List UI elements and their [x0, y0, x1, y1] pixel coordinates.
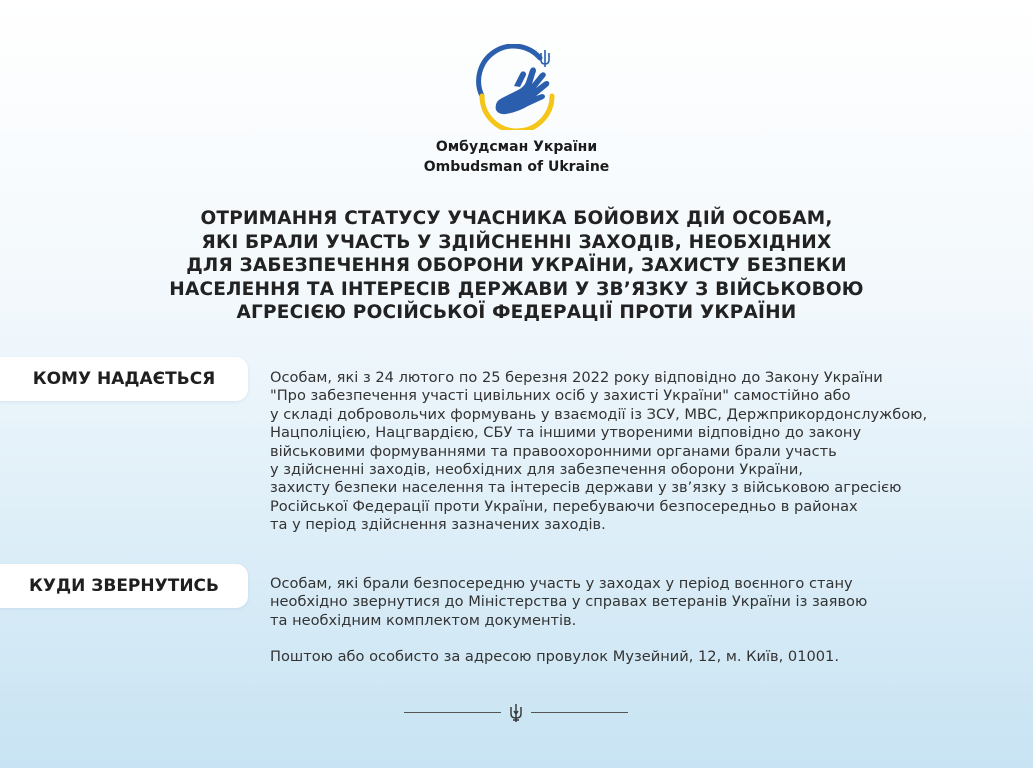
title-line: НАСЕЛЕННЯ ТА ІНТЕРЕСІВ ДЕРЖАВИ У ЗВ’ЯЗКУ З ВІЙСЬКОВОЮ — [169, 278, 864, 300]
org-name-en: Ombudsman of Ukraine — [423, 159, 610, 175]
text-line: та необхідним комплектом документів. — [270, 611, 577, 629]
hand-icon — [496, 67, 550, 114]
page-title — [0, 207, 1033, 325]
section-text-who — [270, 369, 1010, 535]
ombudsman-logo — [474, 44, 560, 130]
text-line: військовими формуваннями та правоохоронними органами брали участь — [270, 442, 837, 460]
text-line: та у період здійснення зазначених заходів. — [270, 516, 606, 534]
text-line: "Про забезпечення участі цивільних осіб у захисті України" самостійно або — [270, 387, 851, 405]
text-line: Російської Федерації проти України, перебуваючи безпосередньо в районах — [270, 497, 858, 515]
trident-icon — [508, 703, 524, 723]
title-line: АГРЕСІЄЮ РОСІЙСЬКОЇ ФЕДЕРАЦІЇ ПРОТИ УКРАЇНИ — [236, 302, 797, 323]
text-line: Нацполіцією, Нацгвардією, СБУ та іншими утвореними відповідно до закону — [270, 424, 862, 442]
text-line: у здійсненні заходів, необхідних для забезпечення оборони України, — [270, 461, 804, 479]
org-name-ua: Омбудсман України — [435, 139, 598, 155]
title-line: ДЛЯ ЗАБЕЗПЕЧЕННЯ ОБОРОНИ УКРАЇНИ, ЗАХИСТУ БЕЗПЕКИ — [186, 255, 847, 276]
text-line: у складі добровольчих формувань у взаємодії із ЗСУ, МВС, Держприкордонслужбою, — [270, 405, 928, 423]
text-line: Особам, які брали безпосередню участь у заходах у період воєнного стану — [270, 575, 853, 592]
text-line: необхідно звернутися до Міністерства у справах ветеранів України із заявою — [270, 593, 868, 611]
title-line: ЯКІ БРАЛИ УЧАСТЬ У ЗДІЙСНЕННІ ЗАХОДІВ, НЕОБХІДНИХ — [201, 231, 832, 253]
section-text-where — [270, 575, 1010, 630]
footer-divider-left — [404, 712, 501, 713]
address-text: Поштою або особисто за адресою провулок Музейний, 12, м. Київ, 01001. — [270, 648, 839, 665]
title-line: ОТРИМАННЯ СТАТУСУ УЧАСНИКА БОЙОВИХ ДІЙ ОСОБАМ, — [200, 208, 833, 229]
footer-divider-right — [531, 712, 628, 713]
section-label-who: КОМУ НАДАЄТЬСЯ — [0, 357, 248, 401]
section-label-where: КУДИ ЗВЕРНУТИСЬ — [0, 564, 248, 608]
text-line: захисту безпеки населення та інтересів держави у зв’язку з військовою агресією — [270, 479, 902, 497]
text-line: Особам, які з 24 лютого по 25 березня 2022 року відповідно до Закону України — [270, 369, 883, 386]
